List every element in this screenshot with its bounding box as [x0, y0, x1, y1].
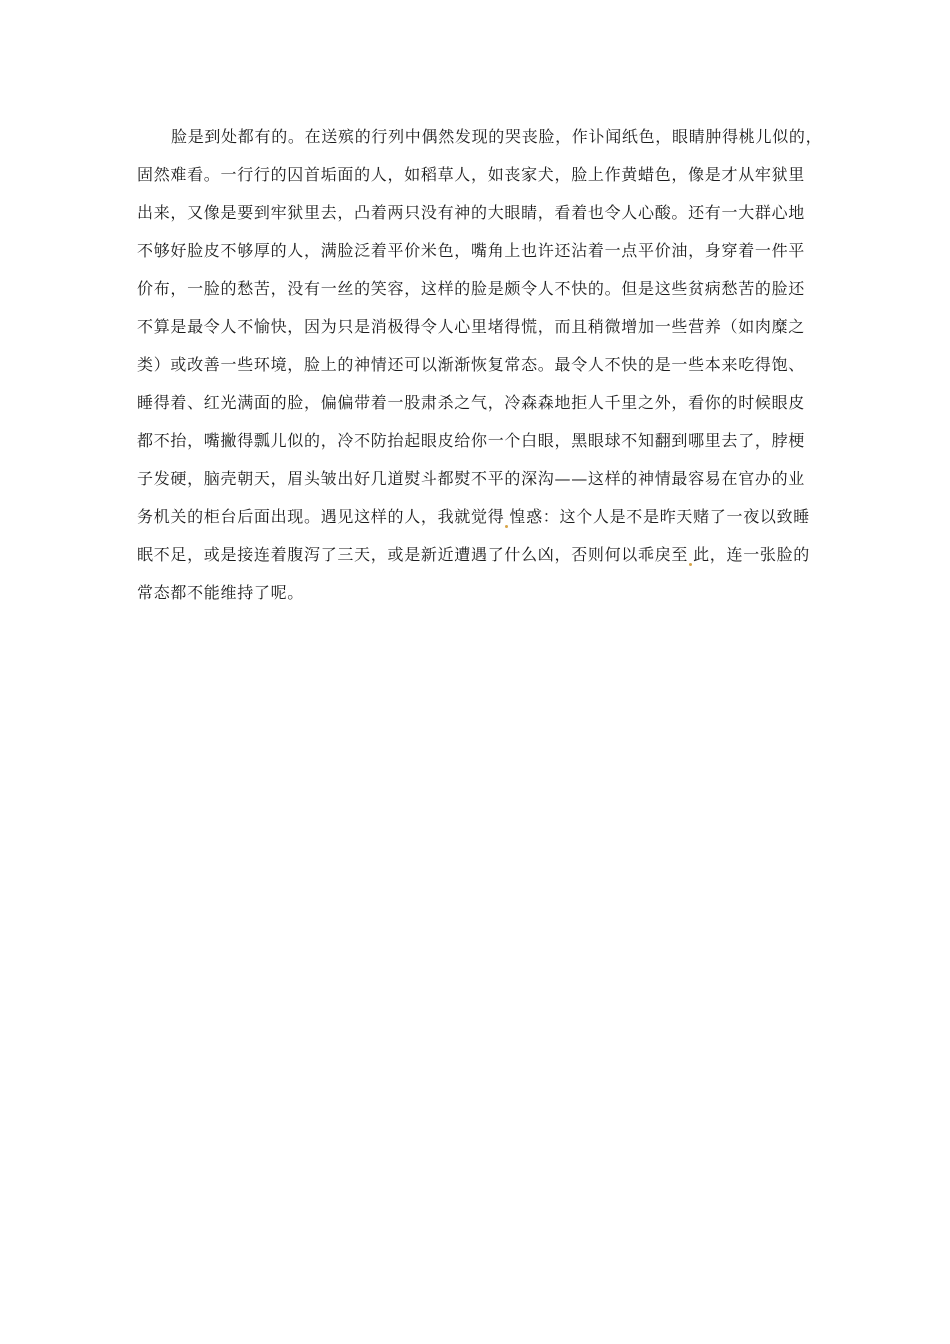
paragraph-line	[137, 498, 827, 536]
paragraph-line: 脸是到处都有的。在送殡的行列中偶然发现的哭丧脸，作讣闻纸色，眼睛肿得桃儿似的，	[171, 127, 823, 146]
paragraph-line: 不算是最令人不愉快，因为只是消极得令人心里堵得慌，而且稍微增加一些营养（如肉糜之	[137, 317, 806, 336]
paragraph-line: 固然难看。一行行的囚首垢面的人，如稻草人，如丧家犬，脸上作黄蜡色，像是才从牢狱里	[137, 165, 806, 184]
line-segment: 眠不足，或是接连着腹泻了三天，或是新近遭遇了什么凶，否则何以乖戾至	[137, 545, 689, 564]
paragraph-line: 类）或改善一些环境，脸上的神情还可以渐渐恢复常态。最令人不快的是一些本来吃得饱、	[137, 355, 806, 374]
paragraph-line: 价布，一脸的愁苦，没有一丝的笑容，这样的脸是颇令人不快的。但是这些贫病愁苦的脸还	[137, 279, 806, 298]
paragraph-line: 睡得着、红光满面的脸，偏偏带着一股肃杀之气，冷森森地拒人千里之外，看你的时候眼皮	[137, 393, 806, 412]
line-segment: 务机关的柜台后面出现。遇见这样的人，我就觉得	[137, 507, 505, 526]
paragraph-line: 不够好脸皮不够厚的人，满脸泛着平价米色，嘴角上也许还沾着一点平价油，身穿着一件平	[137, 241, 806, 260]
line-segment: 惶惑：这个人是不是昨天赌了一夜以致睡	[509, 507, 811, 526]
paragraph-line	[137, 536, 827, 574]
body-paragraph	[137, 118, 827, 612]
paragraph-line: 子发硬，脑壳朝天，眉头皱出好几道熨斗都熨不平的深沟——这样的神情最容易在官办的业	[137, 469, 806, 488]
paragraph-line: 常态都不能维持了呢。	[137, 583, 305, 602]
mark-dot	[689, 563, 692, 566]
paragraph-line: 都不抬，嘴撇得瓢儿似的，冷不防抬起眼皮给你一个白眼，黑眼球不知翻到哪里去了，脖梗	[137, 431, 806, 450]
line-segment: 此，连一张脸的	[693, 545, 811, 564]
mark-dot	[505, 525, 508, 528]
paragraph-line: 出来，又像是要到牢狱里去，凸着两只没有神的大眼睛，看着也令人心酸。还有一大群心地	[137, 203, 806, 222]
